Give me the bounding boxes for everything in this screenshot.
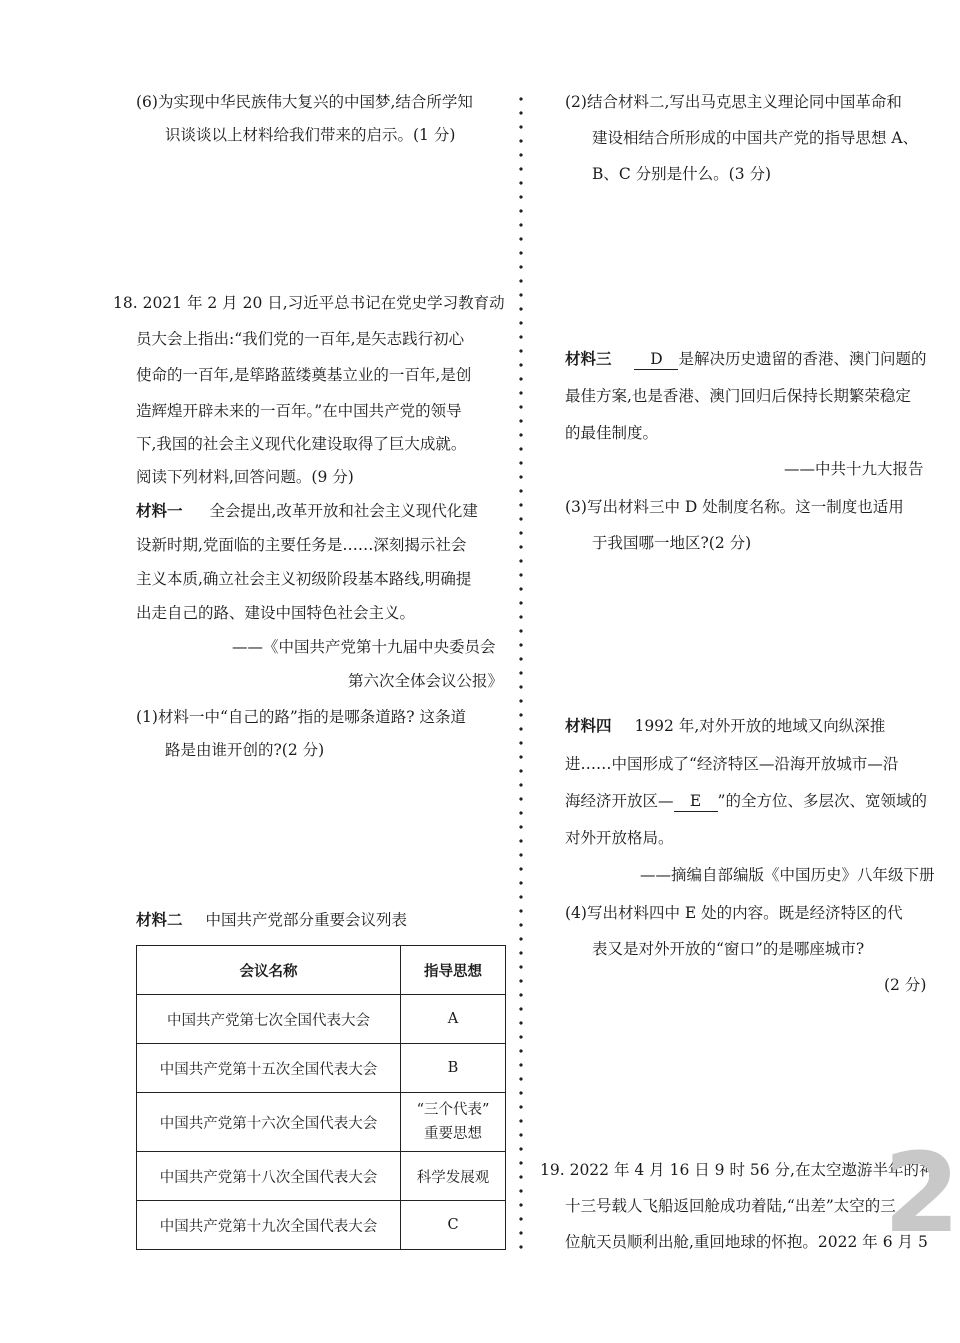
material3-line2: 最佳方案,也是香港、澳门回归后保持长期繁荣稳定: [565, 387, 911, 405]
material4-text3b: ”的全方位、多层次、宽领域的: [717, 792, 927, 810]
q2-line2: 建设相结合所形成的中国共产党的指导思想 A、: [592, 129, 919, 147]
meeting-thought: A: [401, 995, 506, 1044]
material3-line1: [565, 349, 926, 370]
meeting-thought-line2: 重要思想: [424, 1126, 482, 1142]
q6-line2: 识谈谈以上材料给我们带来的启示。(1 分): [165, 126, 456, 144]
material3-line3: 的最佳制度。: [565, 424, 659, 442]
material1-source2: 第六次全体会议公报》: [348, 672, 504, 690]
material1-text1: 全会提出,改革开放和社会主义现代化建: [209, 502, 478, 520]
q18-line3: 使命的一百年,是筚路蓝缕奠基立业的一百年,是创: [136, 366, 472, 384]
q19-line1: 19. 2022 年 4 月 16 日 9 时 56 分,在太空遨游半年的神舟: [540, 1161, 950, 1179]
material4-text3a: 海经济开放区—: [565, 792, 674, 810]
material1-line1: [136, 501, 478, 521]
q18-line1: 18. 2021 年 2 月 20 日,习近平总书记在党史学习教育动: [113, 294, 505, 312]
table-header-thought: 指导思想: [401, 946, 506, 995]
table-row: [137, 1201, 506, 1250]
meeting-name: 中国共产党第十八次全国代表大会: [137, 1152, 401, 1201]
meeting-name: 中国共产党第十五次全国代表大会: [137, 1044, 401, 1093]
table-header-name: 会议名称: [137, 946, 401, 995]
q3-line1: (3)写出材料三中 D 处制度名称。这一制度也适用: [565, 498, 904, 516]
material4-source: ——摘编自部编版《中国历史》八年级下册: [640, 866, 935, 884]
q4-line2: 表又是对外开放的“窗口”的是哪座城市?: [592, 940, 865, 958]
material3-text1: 是解决历史遗留的香港、澳门问题的: [678, 350, 927, 368]
q4-line1: (4)写出材料四中 E 处的内容。既是经济特区的代: [565, 904, 903, 922]
material3-label: 材料三: [565, 350, 612, 368]
q1-line2: 路是由谁开创的?(2 分): [165, 741, 325, 759]
table-row: [137, 995, 506, 1044]
meeting-thought: B: [401, 1044, 506, 1093]
q4-score: (2 分): [884, 976, 927, 994]
table-row: [137, 1044, 506, 1093]
material1-line3: 主义本质,确立社会主义初级阶段基本路线,明确提: [136, 570, 472, 588]
material4-line1: [565, 716, 885, 736]
meeting-thought: C: [401, 1201, 506, 1250]
table-row: [137, 1152, 506, 1201]
material4-line3: [565, 791, 927, 812]
material4-line2: 进……中国形成了“经济特区—沿海开放城市—沿: [565, 755, 899, 773]
material3-source: ——中共十九大报告: [784, 460, 924, 478]
q19-line2: 十三号载人飞船返回舱成功着陆,“出差”太空的三: [565, 1197, 896, 1215]
q18-line5: 下,我国的社会主义现代化建设取得了巨大成就。: [136, 435, 467, 453]
table-row: [137, 1093, 506, 1152]
meeting-thought: [401, 1093, 506, 1152]
material1-line4: 出走自己的路、建设中国特色社会主义。: [136, 604, 416, 622]
material4-label: 材料四: [565, 717, 612, 735]
q1-line1: (1)材料一中“自己的路”指的是哪条道路? 这条道: [136, 708, 467, 726]
q19-line3: 位航天员顺利出舱,重回地球的怀抱。2022 年 6 月 5: [565, 1233, 928, 1251]
meeting-name: 中国共产党第七次全国代表大会: [137, 995, 401, 1044]
meeting-name: 中国共产党第十九次全国代表大会: [137, 1201, 401, 1250]
q2-line1: (2)结合材料二,写出马克思主义理论同中国革命和: [565, 93, 902, 111]
q2-line3: B、C 分别是什么。(3 分): [592, 165, 772, 183]
material4-blank-e: E: [674, 791, 718, 812]
material3-blank-d: D: [634, 349, 678, 370]
q18-line6: 阅读下列材料,回答问题。(9 分): [136, 468, 354, 486]
material4-line4: 对外开放格局。: [565, 829, 674, 847]
material1-label: 材料一: [136, 502, 183, 520]
q3-line2: 于我国哪一地区?(2 分): [592, 534, 752, 552]
table-header-row: [137, 946, 506, 995]
material2-heading: [136, 910, 407, 930]
material2-title: 中国共产党部分重要会议列表: [205, 911, 407, 929]
q6-line1: (6)为实现中华民族伟大复兴的中国梦,结合所学知: [136, 93, 473, 111]
material4-text1: 1992 年,对外开放的地域又向纵深推: [634, 717, 886, 735]
meeting-table: [136, 945, 506, 1250]
material2-label: 材料二: [136, 911, 183, 929]
meeting-thought: 科学发展观: [401, 1152, 506, 1201]
material1-source1: ——《中国共产党第十九届中央委员会: [232, 638, 496, 656]
column-divider: [517, 92, 525, 1257]
q18-line4: 造辉煌开辟未来的一百年。”在中国共产党的领导: [136, 402, 462, 420]
meeting-thought-line1: “三个代表”: [416, 1102, 490, 1118]
page-number: 2: [883, 1129, 960, 1257]
q18-line2: 员大会上指出:“我们党的一百年,是矢志践行初心: [136, 330, 465, 348]
meeting-name: 中国共产党第十六次全国代表大会: [137, 1093, 401, 1152]
material1-line2: 设新时期,党面临的主要任务是……深刻揭示社会: [136, 536, 467, 554]
